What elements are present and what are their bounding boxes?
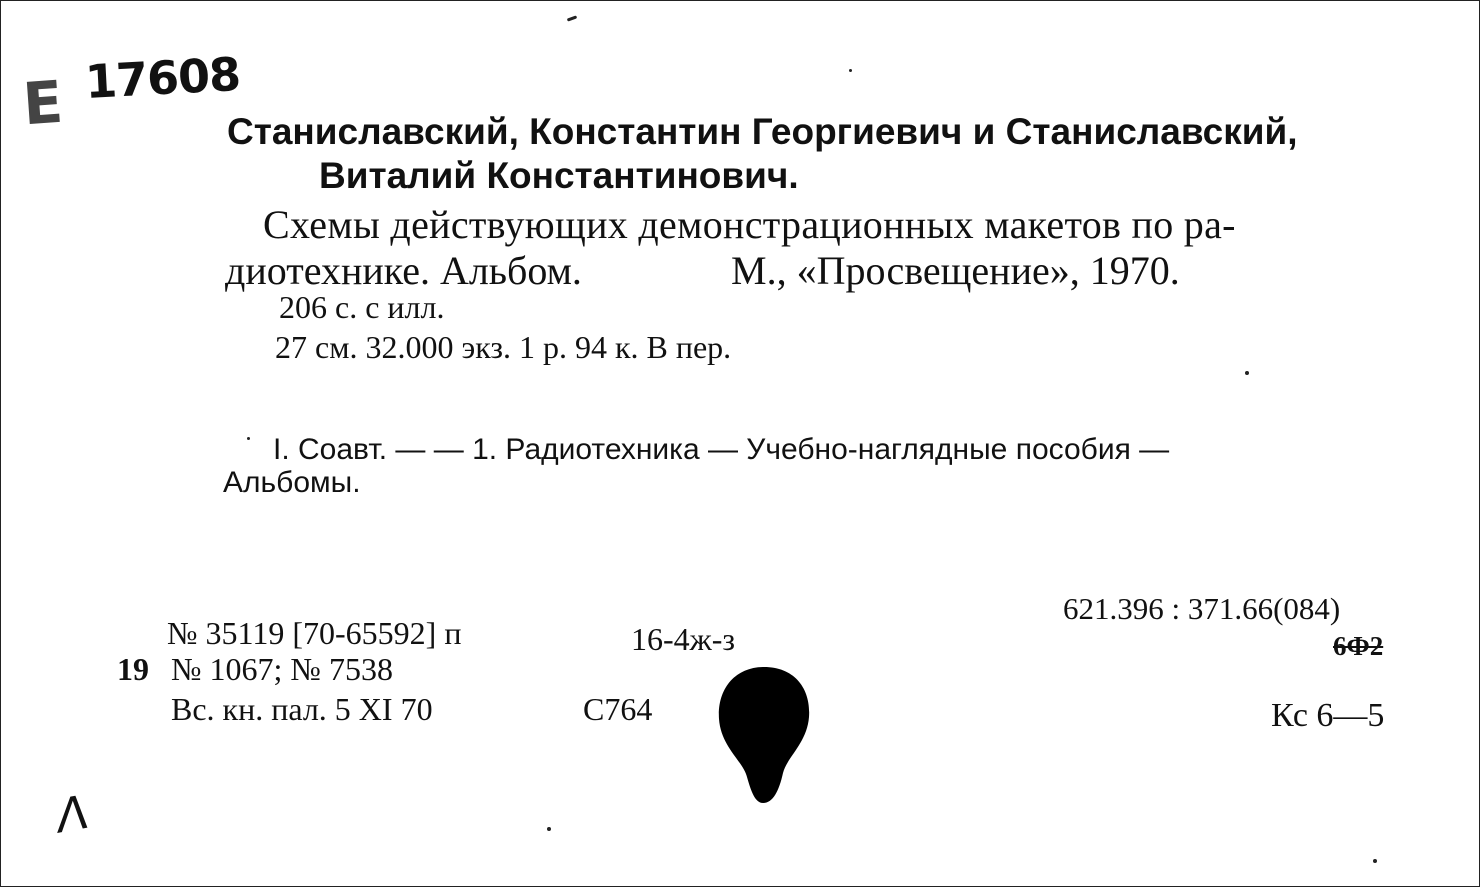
physical-description: 27 см. 32.000 экз. 1 р. 94 к. В пер. [275, 329, 732, 365]
title-line-1: Схемы действующих демонстрационных макетов по ра- [263, 202, 1236, 247]
corner-mark: Λ [52, 784, 93, 844]
speck [1245, 371, 1249, 375]
tracing-line-1: I. Соавт. — — 1. Радиотехника — Учебно-наглядные пособия — [273, 433, 1170, 466]
speck [849, 69, 852, 72]
classification-index: 621.396 : 371.66(084) [1063, 591, 1341, 626]
stamp-number: 17608 [83, 46, 242, 110]
punch-hole [717, 665, 811, 805]
year-prefix: 19 [117, 651, 149, 687]
publisher: М., «Просвещение», 1970. [731, 248, 1180, 293]
title-line-2: диотехнике. Альбом. [225, 248, 582, 293]
chamber-date: Вс. кн. пал. 5 XI 70 [171, 691, 433, 727]
speck [247, 437, 250, 440]
stamp-letter: Е [20, 67, 65, 139]
shelf-code: Кс 6—5 [1271, 697, 1385, 734]
speck [567, 15, 577, 21]
speck [1373, 859, 1377, 863]
author-line-2: Виталий Константинович. [319, 155, 799, 196]
record-numbers-2: № 1067; № 7538 [171, 651, 393, 687]
order-code: 16-4ж-з [631, 621, 736, 657]
record-number: № 35119 [70-65592] п [167, 615, 462, 651]
speck [547, 827, 551, 831]
tracing-line-2: Альбомы. [223, 466, 361, 499]
author-mark: С764 [583, 691, 653, 727]
bbk-code: 6Ф2 [1333, 631, 1384, 661]
author-line-1: Станиславский, Константин Георгиевич и Станиславский, [227, 111, 1298, 152]
pages: 206 с. с илл. [279, 289, 445, 325]
